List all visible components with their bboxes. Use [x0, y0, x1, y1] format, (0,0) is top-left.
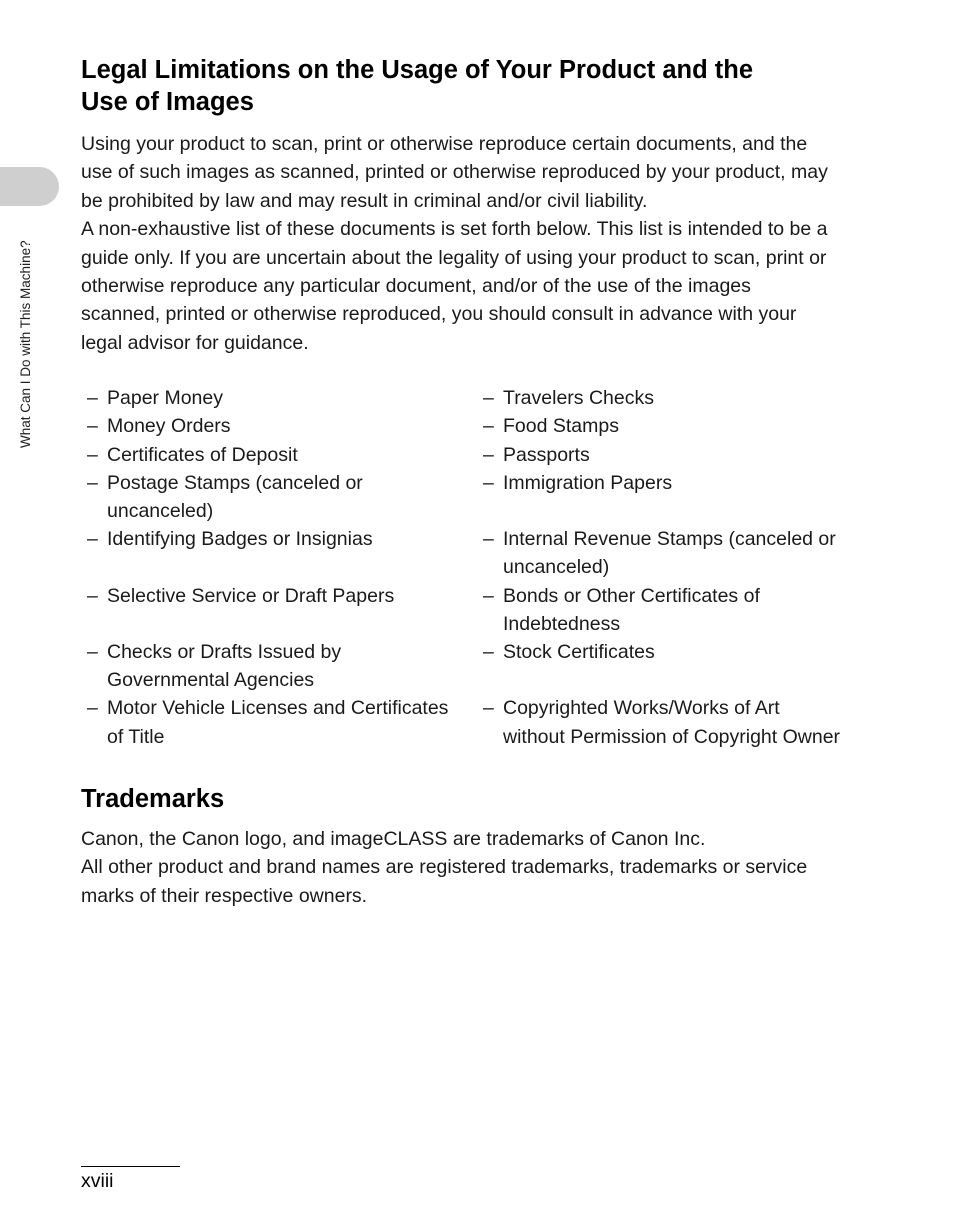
list-item-text: Immigration Papers — [503, 471, 673, 494]
intro-line: Using your product to scan, print or otherwise reproduce certain documents, and the — [81, 133, 808, 155]
list-item-text: Bonds or Other Certificates of — [503, 584, 760, 607]
list-item-text: Travelers Checks — [503, 387, 654, 410]
list-item-text: Stock Certificates — [503, 641, 655, 664]
chapter-tab — [0, 167, 59, 206]
page-number: xviii — [81, 1170, 114, 1192]
list-item-text: Money Orders — [107, 415, 231, 438]
list-item — [81, 441, 477, 469]
list-item — [477, 694, 873, 750]
list-item — [81, 412, 477, 440]
intro-line: use of such images as scanned, printed or otherwise reproduced by your product, may — [81, 161, 828, 184]
list-item-text: Passports — [503, 443, 590, 466]
trademarks-line: Canon, the Canon logo, and imageCLASS are trademarks of Canon Inc. — [81, 827, 706, 850]
list-item — [81, 525, 477, 581]
list-item — [81, 469, 477, 525]
list-item — [477, 638, 873, 694]
list-item-text: Motor Vehicle Licenses and Certificates — [107, 697, 449, 720]
list-item-text: Selective Service or Draft Papers — [107, 584, 395, 607]
list-item-text: Food Stamps — [503, 415, 619, 438]
list-item-text: Postage Stamps (canceled or — [107, 471, 363, 494]
list-item — [81, 582, 477, 638]
list-item-text: of Title — [107, 725, 165, 748]
list-item-text: Certificates of Deposit — [107, 443, 298, 466]
intro-line: legal advisor for guidance. — [81, 331, 309, 354]
list-item — [81, 694, 477, 750]
list-item — [477, 525, 873, 581]
restricted-documents-list — [81, 384, 873, 751]
list-item-text: uncanceled) — [107, 500, 214, 523]
list-item — [477, 441, 873, 469]
intro-line: A non-exhaustive list of these documents is set forth below. This list is intended to be a — [81, 218, 828, 241]
legal-heading-line-1: Legal Limitations on the Usage of Your Product and the — [81, 56, 754, 84]
list-item-text: Copyrighted Works/Works of Art — [503, 697, 780, 720]
trademarks-line: marks of their respective owners. — [81, 884, 368, 907]
list-item-text: Paper Money — [107, 387, 223, 410]
trademarks-heading: Trademarks — [81, 784, 225, 813]
legal-heading — [81, 54, 873, 118]
list-item — [477, 469, 873, 525]
intro-line: be prohibited by law and may result in criminal and/or civil liability. — [81, 189, 648, 212]
trademarks-text — [81, 825, 873, 910]
list-item-text: Governmental Agencies — [107, 669, 315, 692]
list-item-text: without Permission of Copyright Owner — [503, 725, 841, 748]
list-item-text: uncanceled) — [503, 556, 610, 579]
list-item-text: Indebtedness — [503, 612, 621, 635]
page-content — [81, 54, 873, 910]
trademarks-line: All other product and brand names are registered trademarks, trademarks or service — [81, 856, 808, 879]
legal-heading-line-2: Use of Images — [81, 88, 254, 116]
legal-intro — [81, 130, 873, 357]
chapter-tab-label: What Can I Do with This Machine? — [18, 240, 33, 448]
list-item — [477, 582, 873, 638]
list-item — [477, 412, 873, 440]
list-item — [81, 638, 477, 694]
list-item-text: Checks or Drafts Issued by — [107, 641, 342, 664]
list-item-text: Identifying Badges or Insignias — [107, 528, 373, 551]
footer-rule — [81, 1166, 180, 1167]
list-item — [477, 384, 873, 412]
list-item — [81, 384, 477, 412]
intro-line: guide only. If you are uncertain about the legality of using your product to scan, print or — [81, 246, 827, 269]
intro-line: scanned, printed or otherwise reproduced, you should consult in advance with your — [81, 303, 797, 326]
intro-line: otherwise reproduce any particular document, and/or of the use of the images — [81, 275, 751, 298]
list-item-text: Internal Revenue Stamps (canceled or — [503, 528, 836, 551]
